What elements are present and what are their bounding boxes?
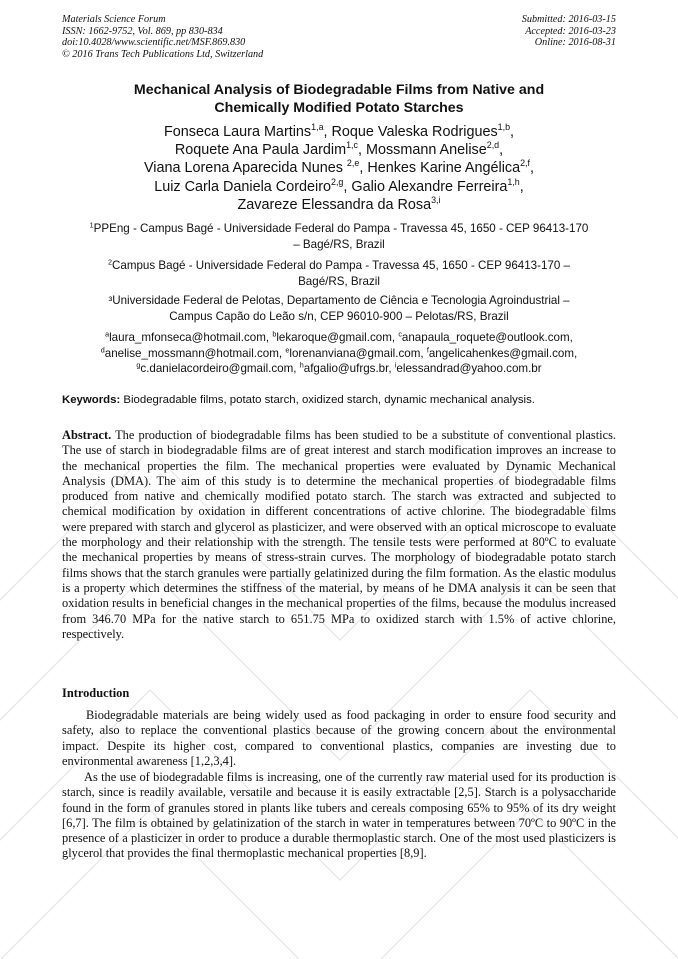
aff-line: Campus Capão do Leão s/n, CEP 96010-900 – Pelotas/RS, Brazil [169,309,509,323]
intro-paragraph-1: Biodegradable materials are being widely used as food packaging in order to ensure food security and safety, also to replace the conventional plastics because of the growing concern about the environmental impact. Despite its higher cost, compared to conventional plastics, companies are investing due to environmental awareness [1,2,3,4]. [62,708,616,768]
email-link[interactable]: lorenanviana@gmail.com, [289,346,424,360]
author-sup: 1,h [507,176,520,187]
copyright: © 2016 Trans Tech Publications Ltd, Switzerland [62,48,264,60]
email-link[interactable]: afgalio@ufrgs.br, [303,362,392,375]
author-sup: 2,d [486,140,500,151]
email-link[interactable]: lekaroque@gmail.com, [276,331,396,344]
keywords-text: Biodegradable films, potato starch, oxidized starch, dynamic mechanical analysis. [120,394,535,406]
aff-sup: 2 [108,257,112,267]
title-line-2: Chemically Modified Potato Starches [214,100,464,116]
keywords [62,393,616,408]
author-name: Roquete Ana Paula Jardim [174,142,347,159]
author-sup: 3,i [431,195,441,206]
author-name: Galio Alexandre Ferreira [351,178,508,195]
author-list: Fonseca Laura Martins$^{1,a}$, Roque Valeska Rodrigues$^{1,b}$, Roquete Ana Paula Jardim$^{1,c}$, Mossmann Anelise$^{2,d}$, Viana Lorena Aparecida Nunes $^{2,e}$, Henkes Karine Angélica$^{2,f}$, Luiz Carla Daniela Cordeiro$^{2,g}$, Galio Alexandre Ferreira$^{1,h}$, Zavareze Elessandra da Rosa$^{3,i}$ [143,122,535,213]
abstract-text: The production of biodegradable films has been studied to be a substitute of conventional plastics. The use of starch in biodegradable films are of great interest and starch modification improves an increase to the mechanical properties the film. The mechanical properties were evaluated by Dynamic Mechanical Analysis (DMA). The aim of this study is to determine the mechanical properties of biodegradable films produced from native and chemically modified potato starch. The starch was extracted and subjected to chemical modification by oxidation in different concentrations of active chlorine. The biodegradable films were prepared with starch and glycerol as plasticizer, and were observed with an optical microscope to evaluate the morphology and their relationship with the strength. The tensile tests were performed at 80ºC to evaluate the mechanical properties by means of stress-strain curves. The morphology of biodegradable potato starch films shows that the starch granules were partially gelatinized during the film formation. As the elastic modulus is a property which determines the stiffness of the material, by means of he DMA analysis it can be seen that oxidation results in beneficial changes in the mechanical properties of the films, because the modulus increased from 346.70 MPa for the native starch to 651.75 MPa to oxidized starch with 1.5% of active chlorine, respectively. [62,428,616,641]
author-sup: 1,b [497,122,511,133]
aff-line: Campus Bagé - Universidade Federal do Pampa - Travessa 45, 1650 - CEP 96413-170 – [112,259,570,272]
affiliation-3 [62,293,616,324]
author-sup: 2,e [346,158,360,169]
aff-line: Bagé/RS, Brazil [298,274,380,288]
issn: ISSN: 1662-9752, Vol. 869, pp 830-834 [62,25,223,37]
title-line-1: Mechanical Analysis of Biodegradable Films from Native and [133,82,545,98]
aff-sup: 1 [89,220,94,230]
affiliation-2 [62,258,616,289]
abstract-label: Abstract. [62,428,112,442]
author-name: Luiz Carla Daniela Cordeiro [154,178,331,195]
email-link[interactable]: anapaula_roquete@outlook.com, [401,331,573,344]
email-link[interactable]: c.danielacordeiro@gmail.com, [140,362,297,375]
aff-line: ³Universidade Federal de Pelotas, Departamento de Ciência e Tecnologia Agroindustrial – [108,294,570,307]
keywords-label: Keywords: [62,394,121,406]
paper-title [62,81,616,117]
author-name: Henkes Karine Angélica [367,160,521,177]
author-sup: 2,g [331,176,344,187]
author-name: Roque Valeska Rodrigues [331,124,498,140]
journal-info [62,14,263,60]
online-date: Online: 2016-08-31 [534,37,616,49]
email-link[interactable]: anelise_mossmann@hotmail.com, [104,346,283,360]
author-sup: 1,c [346,140,358,151]
email-link[interactable]: elessandrad@yahoo.com.br [396,362,542,375]
author-name: Fonseca Laura Martins [163,124,312,140]
aff-line: – Bagé/RS, Brazil [293,237,385,251]
doi: doi:10.4028/www.scientific.net/MSF.869.830 [62,37,246,49]
author-name: Mossmann Anelise [365,142,487,159]
aff-line: PPEng - Campus Bagé - Universidade Federal do Pampa - Travessa 45, 1650 - CEP 96413-170 [93,222,589,235]
submitted-date: Submitted: 2016-03-15 [521,14,616,25]
dates-info [522,14,616,60]
abstract [62,428,616,642]
page-header [62,14,616,60]
intro-paragraph-2: As the use of biodegradable films is increasing, one of the currently raw material used for its production is starch, since is readily available, versatile and because it is easily extractable [2,5]. Starch is a polysaccharide found in the form of granules stored in plants like tubers and cereals composing 65% to 95% of its dry weight [6,7]. The film is obtained by gelatinization of the starch in water in temperatures between 70ºC to 90ºC in the presence of a plasticizer in order to produce a durable thermoplastic starch. One of the most used plasticizers is glycerol that provides the final thermoplastic mechanical properties [8,9]. [62,770,616,861]
email-link[interactable]: laura_mfonseca@hotmail.com, [109,331,270,344]
author-name: Viana Lorena Aparecida Nunes [143,160,347,177]
accepted-date: Accepted: 2016-03-23 [525,25,616,37]
author-name: Zavareze Elessandra da Rosa [237,196,432,213]
author-sup: 2,f [520,158,531,169]
affiliation-1 [62,221,616,252]
email-list: $^a$laura_mfonseca@hotmail.com, $^b$lekaroque@gmail.com, $^c$anapaula_roquete@outlook.com, $^d$anelise_mossmann@hotmail.com, $^e$lorenanviana@gmail.com, $^f$angelicahenkes@gmail.com, $^g$c.danielacordeiro@gmail.com, $^h$afgalio@ufrgs.br, $^i$elessandrad@yahoo.com.br [100,329,578,375]
introduction-heading: Introduction [62,686,130,700]
email-link[interactable]: angelicahenkes@gmail.com, [428,346,578,360]
author-sup: 1,a [311,122,324,133]
journal-name: Materials Science Forum [62,14,166,25]
